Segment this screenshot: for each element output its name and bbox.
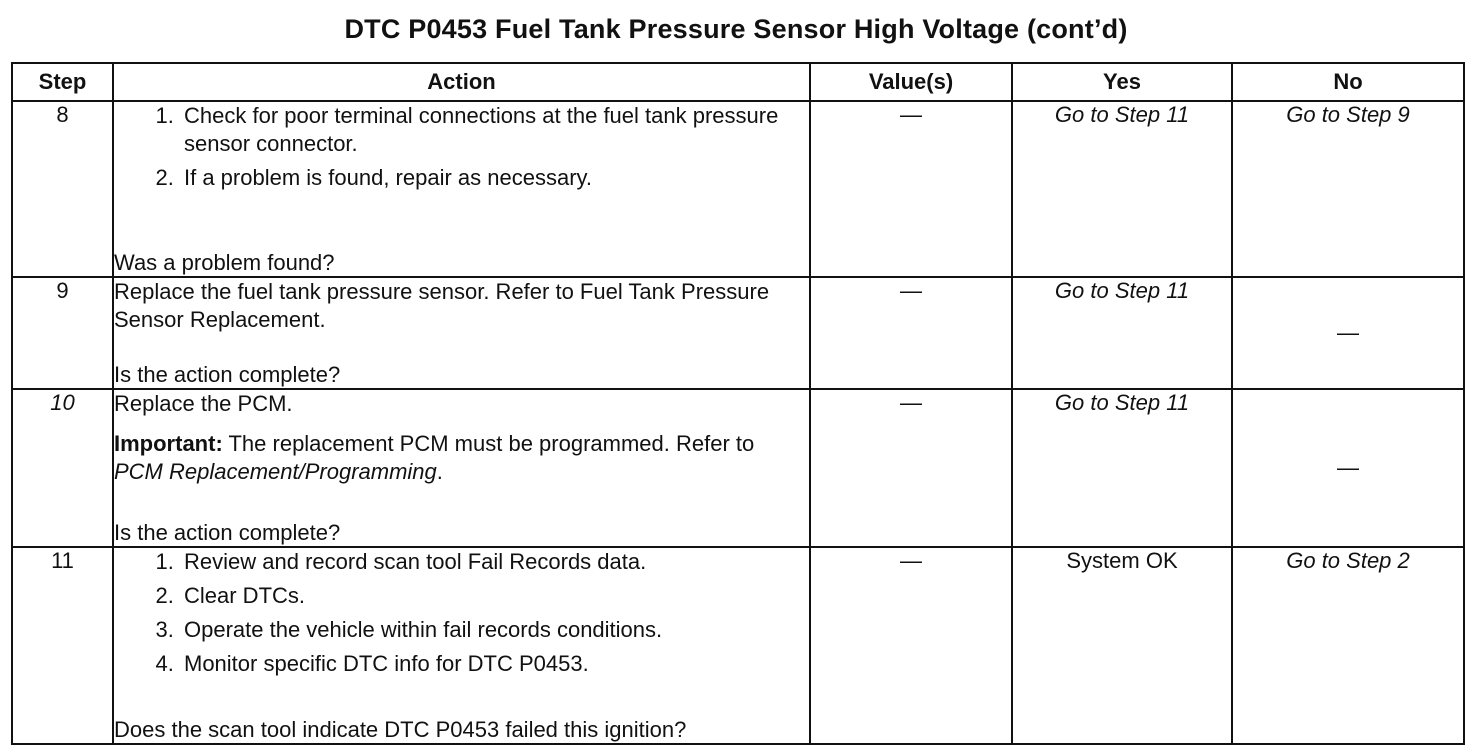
important-text: The replacement PCM must be programmed. Refer to bbox=[222, 430, 755, 456]
table-row bbox=[12, 389, 1464, 547]
table-header-row bbox=[12, 63, 1464, 101]
header-yes: Yes bbox=[1012, 63, 1232, 101]
step-number: 9 bbox=[12, 277, 113, 389]
header-action: Action bbox=[113, 63, 810, 101]
header-step: Step bbox=[12, 63, 113, 101]
yes-link[interactable]: Go to Step 11 bbox=[1012, 389, 1232, 547]
page-title: DTC P0453 Fuel Tank Pressure Sensor High Voltage (cont’d) bbox=[344, 14, 1128, 44]
step-number: 8 bbox=[12, 101, 113, 277]
no-link[interactable]: Go to Step 2 bbox=[1232, 547, 1464, 744]
yes-link[interactable]: Go to Step 11 bbox=[1012, 277, 1232, 389]
action-step-item: 1. Check for poor terminal connections at the fuel tank pressure sensor connector. bbox=[180, 102, 809, 158]
action-cell bbox=[113, 277, 810, 389]
value-cell: — bbox=[810, 277, 1012, 389]
table-row bbox=[12, 277, 1464, 389]
value-cell: — bbox=[810, 389, 1012, 547]
yes-result: System OK bbox=[1012, 547, 1232, 744]
action-question: Is the action complete? bbox=[114, 520, 341, 546]
action-cell bbox=[113, 389, 810, 547]
action-step-item: 4. Monitor specific DTC info for DTC P0453. bbox=[180, 650, 809, 678]
header-values: Value(s) bbox=[810, 63, 1012, 101]
no-value: — bbox=[1232, 277, 1464, 389]
no-link[interactable]: Go to Step 9 bbox=[1232, 101, 1464, 277]
header-no: No bbox=[1232, 63, 1464, 101]
action-question: Is the action complete? bbox=[114, 361, 341, 387]
step-number: 11 bbox=[12, 547, 113, 744]
action-step-item: 1. Review and record scan tool Fail Records data. bbox=[180, 548, 809, 576]
action-question: Does the scan tool indicate DTC P0453 failed this ignition? bbox=[114, 717, 687, 742]
action-question: Was a problem found? bbox=[114, 249, 335, 275]
action-step-item: 2. Clear DTCs. bbox=[180, 582, 809, 610]
value-cell: — bbox=[810, 547, 1012, 744]
action-text: Replace the PCM. bbox=[114, 390, 293, 416]
table-row bbox=[12, 547, 1464, 744]
important-note bbox=[114, 430, 809, 486]
no-value: — bbox=[1232, 389, 1464, 547]
value-cell: — bbox=[810, 101, 1012, 277]
reference-link[interactable]: PCM Replacement/Programming bbox=[114, 458, 437, 484]
action-step-item: 2. If a problem is found, repair as necessary. bbox=[180, 164, 809, 192]
diagnostic-table bbox=[11, 62, 1465, 745]
action-cell bbox=[113, 101, 810, 277]
action-step-item: 3. Operate the vehicle within fail records conditions. bbox=[180, 616, 809, 644]
step-number: 10 bbox=[12, 389, 113, 547]
table-row bbox=[12, 101, 1464, 277]
important-label: Important: bbox=[114, 430, 223, 456]
action-text: Replace the fuel tank pressure sensor. Refer to Fuel Tank Pressure Sensor Replacement. bbox=[114, 278, 770, 332]
important-end: . bbox=[436, 458, 443, 484]
yes-link[interactable]: Go to Step 11 bbox=[1012, 101, 1232, 277]
action-steps bbox=[114, 548, 809, 678]
action-cell bbox=[113, 547, 810, 744]
action-steps bbox=[114, 102, 809, 192]
